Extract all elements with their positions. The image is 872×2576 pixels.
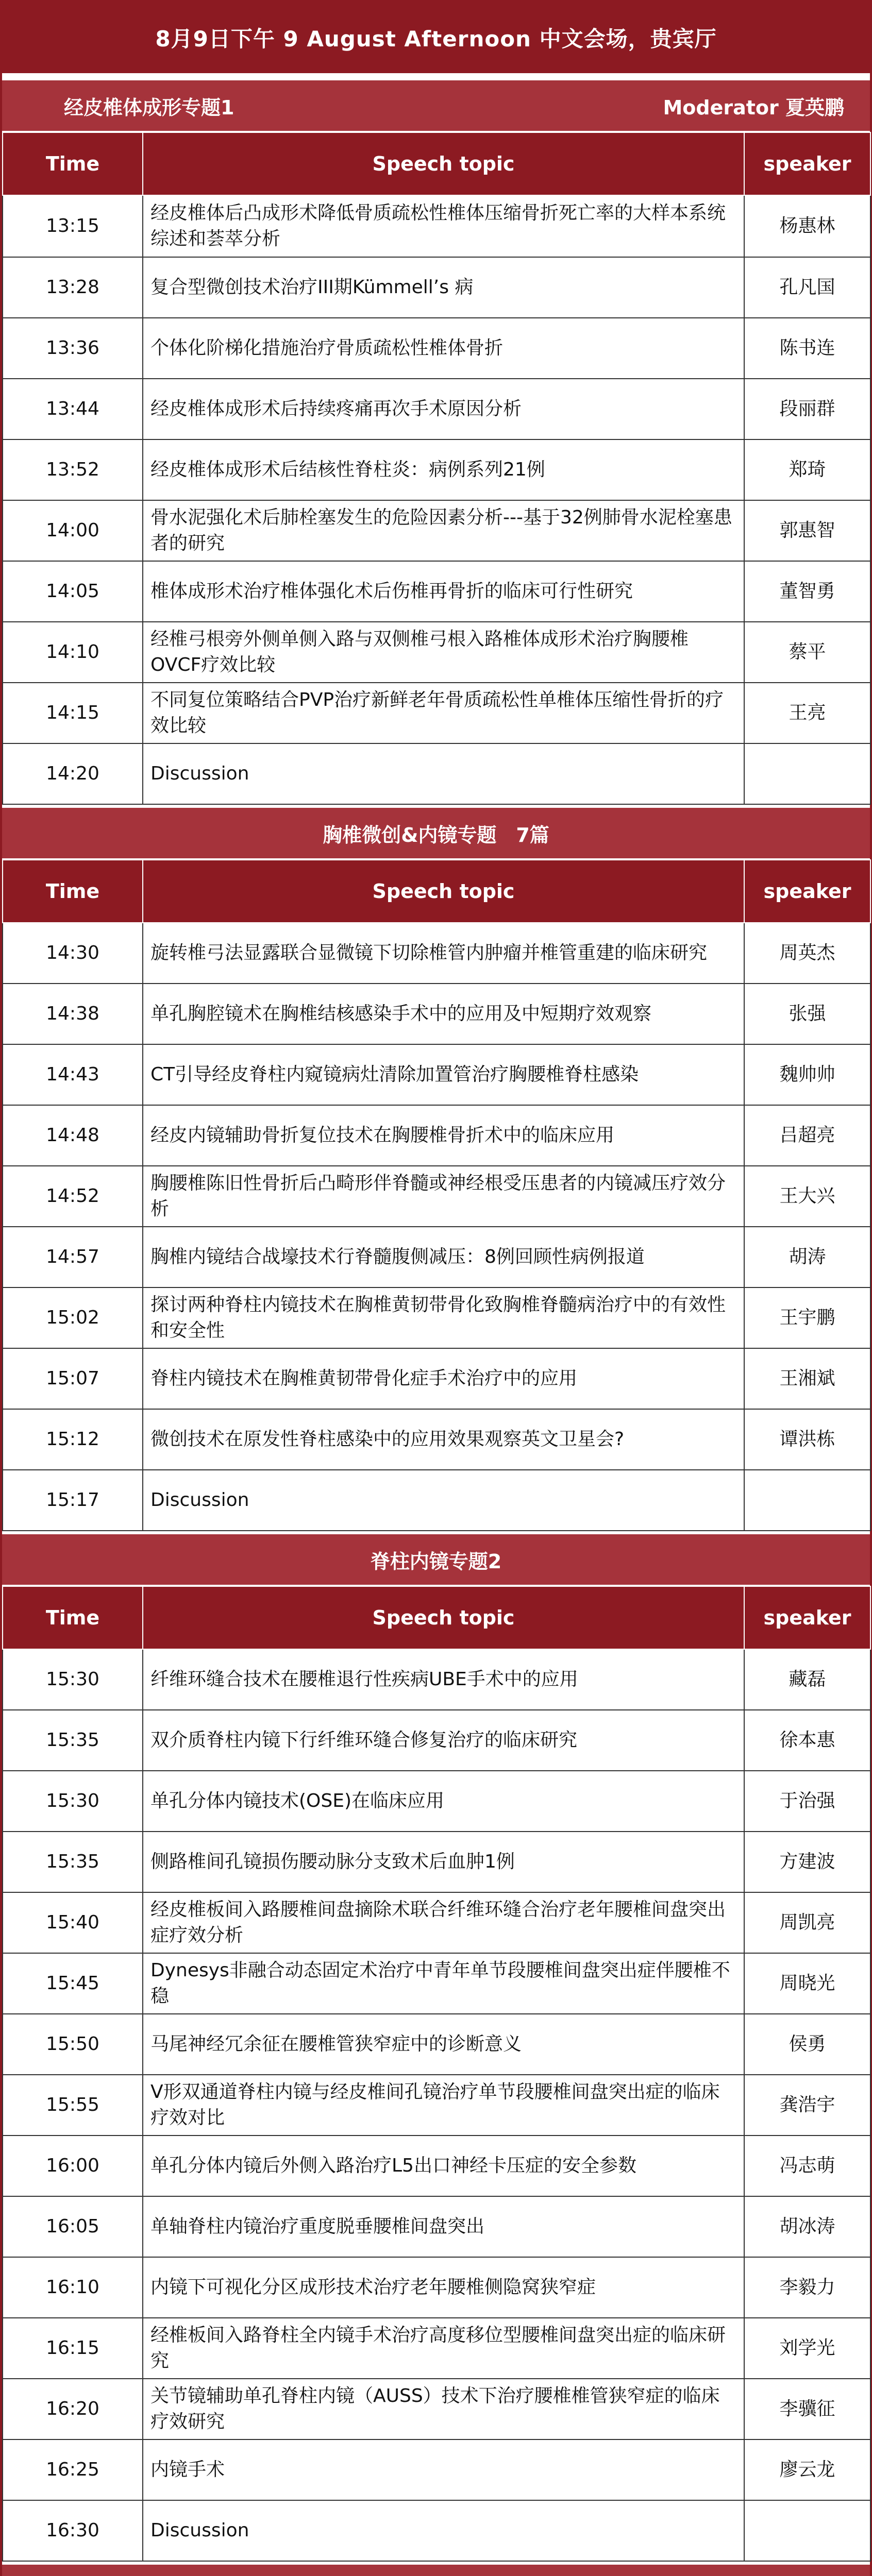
table-row [3,1287,870,1348]
time-cell: 14:10 [3,622,143,683]
speaker-cell: 周晓光 [744,1953,870,2014]
topic-cell: 椎体成形术治疗椎体强化术后伤椎再骨折的临床可行性研究 [143,561,744,622]
table-row [3,1348,870,1409]
column-header-topic: Speech topic [143,1586,744,1649]
speaker-cell: 王亮 [744,683,870,743]
time-cell: 15:45 [3,1953,143,2014]
time-cell: 15:02 [3,1287,143,1348]
sections-container [2,80,870,2576]
time-cell: 13:44 [3,379,143,439]
schedule-table [2,132,871,805]
column-header-speaker: speaker [744,860,870,923]
speaker-cell: 蔡平 [744,622,870,683]
topic-cell: 胸椎内镜结合战壕技术行脊髓腹侧减压：8例回顾性病例报道 [143,1227,744,1287]
table-header-row [3,1586,870,1649]
table-row [3,683,870,743]
table-row [3,1953,870,2014]
topic-cell: 侧路椎间孔镜损伤腰动脉分支致术后血肿1例 [143,1832,744,1892]
topic-cell: 单孔分体内镜技术(OSE)在临床应用 [143,1771,744,1832]
page-title: 8月9日下午 9 August Afternoon 中文会场，贵宾厅 [2,2,870,73]
speaker-cell: 周凯亮 [744,1892,870,1953]
speaker-cell: 胡冰涛 [744,2196,870,2257]
speaker-cell: 刘学光 [744,2318,870,2379]
column-header-topic: Speech topic [143,132,744,195]
topic-cell: 单轴脊柱内镜治疗重度脱垂腰椎间盘突出 [143,2196,744,2257]
time-cell: 16:30 [3,2500,143,2561]
section-title: 胸椎微创&内镜专题 7篇 [323,823,549,846]
speaker-cell: 徐本惠 [744,1710,870,1771]
column-header-speaker: speaker [744,1586,870,1649]
table-row [3,2014,870,2075]
speaker-cell: 于治强 [744,1771,870,1832]
section-header [2,1534,870,1586]
speaker-cell: 方建波 [744,1832,870,1892]
session-section [2,1534,870,2565]
table-row [3,2379,870,2439]
schedule-table [2,859,871,1531]
table-row [3,1227,870,1287]
section-header [2,80,870,132]
speaker-cell: 李毅力 [744,2257,870,2318]
table-row [3,439,870,500]
section-title: 脊柱内镜专题2 [370,1550,502,1573]
time-cell: 16:10 [3,2257,143,2318]
time-cell: 13:36 [3,318,143,379]
time-cell: 14:48 [3,1105,143,1166]
speaker-cell: 董智勇 [744,561,870,622]
session-section [2,80,870,808]
table-row [3,984,870,1044]
speaker-cell: 王宇鹏 [744,1287,870,1348]
topic-cell: 内镜手术 [143,2439,744,2500]
topic-cell: 双介质脊柱内镜下行纤维环缝合修复治疗的临床研究 [143,1710,744,1771]
spacer [2,73,870,80]
column-header-time: Time [3,860,143,923]
topic-cell: CT引导经皮脊柱内窥镜病灶清除加置管治疗胸腰椎脊柱感染 [143,1044,744,1105]
table-row [3,257,870,318]
column-header-time: Time [3,132,143,195]
time-cell: 15:35 [3,1832,143,1892]
table-row [3,2075,870,2136]
speaker-cell [744,743,870,804]
topic-cell: 经皮椎体成形术后持续疼痛再次手术原因分析 [143,379,744,439]
table-row [3,1832,870,1892]
speaker-cell [744,1470,870,1531]
session-section [2,2565,870,2576]
time-cell: 16:25 [3,2439,143,2500]
speaker-cell: 胡涛 [744,1227,870,1287]
session-section [2,808,870,1534]
section-moderator: Moderator 夏英鹏 [663,96,844,119]
speaker-cell: 李骥征 [744,2379,870,2439]
time-cell: 14:38 [3,984,143,1044]
time-cell: 15:55 [3,2075,143,2136]
table-row [3,195,870,257]
section-header [2,808,870,859]
time-cell: 15:50 [3,2014,143,2075]
column-header-time: Time [3,1586,143,1649]
time-cell: 15:17 [3,1470,143,1531]
speaker-cell: 杨惠林 [744,195,870,257]
table-row [3,2136,870,2196]
time-cell: 15:12 [3,1409,143,1470]
table-row [3,2196,870,2257]
topic-cell: 不同复位策略结合PVP治疗新鲜老年骨质疏松性单椎体压缩性骨折的疗效比较 [143,683,744,743]
time-cell: 16:20 [3,2379,143,2439]
topic-cell: 经皮椎体后凸成形术降低骨质疏松性椎体压缩骨折死亡率的大样本系统综述和荟萃分析 [143,195,744,257]
topic-cell: 微创技术在原发性脊柱感染中的应用效果观察英文卫星会? [143,1409,744,1470]
topic-cell: 单孔分体内镜后外侧入路治疗L5出口神经卡压症的安全参数 [143,2136,744,2196]
speaker-cell: 魏帅帅 [744,1044,870,1105]
time-cell: 14:52 [3,1166,143,1227]
topic-cell: 经椎板间入路脊柱全内镜手术治疗高度移位型腰椎间盘突出症的临床研究 [143,2318,744,2379]
topic-cell: 经皮椎板间入路腰椎间盘摘除术联合纤维环缝合治疗老年腰椎间盘突出症疗效分析 [143,1892,744,1953]
table-row [3,500,870,561]
time-cell: 15:40 [3,1892,143,1953]
schedule-table [2,1586,871,2562]
time-cell: 13:52 [3,439,143,500]
topic-cell: V形双通道脊柱内镜与经皮椎间孔镜治疗单节段腰椎间盘突出症的临床疗效对比 [143,2075,744,2136]
table-row [3,2439,870,2500]
topic-cell: 单孔胸腔镜术在胸椎结核感染手术中的应用及中短期疗效观察 [143,984,744,1044]
topic-cell: 经皮内镜辅助骨折复位技术在胸腰椎骨折术中的临床应用 [143,1105,744,1166]
table-header-row [3,132,870,195]
table-row [3,2257,870,2318]
topic-cell: 经椎弓根旁外侧单侧入路与双侧椎弓根入路椎体成形术治疗胸腰椎OVCF疗效比较 [143,622,744,683]
table-row [3,1409,870,1470]
speaker-cell: 吕超亮 [744,1105,870,1166]
topic-cell: 复合型微创技术治疗III期Kümmell’s 病 [143,257,744,318]
table-row [3,318,870,379]
table-row [3,743,870,804]
topic-cell: Discussion [143,1470,744,1531]
time-cell: 16:15 [3,2318,143,2379]
table-row [3,923,870,984]
speaker-cell: 段丽群 [744,379,870,439]
table-header-row [3,860,870,923]
speaker-cell: 谭洪栋 [744,1409,870,1470]
topic-cell: 关节镜辅助单孔脊柱内镜（AUSS）技术下治疗腰椎椎管狭窄症的临床疗效研究 [143,2379,744,2439]
topic-cell: 个体化阶梯化措施治疗骨质疏松性椎体骨折 [143,318,744,379]
time-cell: 15:35 [3,1710,143,1771]
time-cell: 15:07 [3,1348,143,1409]
table-row [3,1771,870,1832]
speaker-cell: 侯勇 [744,2014,870,2075]
speaker-cell: 王大兴 [744,1166,870,1227]
topic-cell: 纤维环缝合技术在腰椎退行性疾病UBE手术中的应用 [143,1649,744,1710]
topic-cell: 探讨两种脊柱内镜技术在胸椎黄韧带骨化致胸椎脊髓病治疗中的有效性和安全性 [143,1287,744,1348]
table-row [3,2318,870,2379]
time-cell: 14:05 [3,561,143,622]
topic-cell: 内镜下可视化分区成形技术治疗老年腰椎侧隐窝狭窄症 [143,2257,744,2318]
time-cell: 13:28 [3,257,143,318]
speaker-cell: 郭惠智 [744,500,870,561]
topic-cell: Dynesys非融合动态固定术治疗中青年单节段腰椎间盘突出症伴腰椎不稳 [143,1953,744,2014]
topic-cell: 胸腰椎陈旧性骨折后凸畸形伴脊髓或神经根受压患者的内镜减压疗效分析 [143,1166,744,1227]
time-cell: 14:43 [3,1044,143,1105]
speaker-cell: 龚浩宇 [744,2075,870,2136]
speaker-cell: 张强 [744,984,870,1044]
topic-cell: Discussion [143,743,744,804]
table-row [3,1892,870,1953]
table-row [3,379,870,439]
time-cell: 16:05 [3,2196,143,2257]
time-cell: 15:30 [3,1771,143,1832]
time-cell: 14:00 [3,500,143,561]
time-cell: 15:30 [3,1649,143,1710]
time-cell: 16:00 [3,2136,143,2196]
speaker-cell: 郑琦 [744,439,870,500]
speaker-cell: 周英杰 [744,923,870,984]
section-header [2,2565,870,2576]
time-cell: 14:15 [3,683,143,743]
table-row [3,1649,870,1710]
time-cell: 14:20 [3,743,143,804]
time-cell: 14:30 [3,923,143,984]
table-row [3,2500,870,2561]
speaker-cell: 藏磊 [744,1649,870,1710]
topic-cell: 脊柱内镜技术在胸椎黄韧带骨化症手术治疗中的应用 [143,1348,744,1409]
table-row [3,1710,870,1771]
table-row [3,1044,870,1105]
table-row [3,1105,870,1166]
speaker-cell: 孔凡国 [744,257,870,318]
topic-cell: 旋转椎弓法显露联合显微镜下切除椎管内肿瘤并椎管重建的临床研究 [143,923,744,984]
column-header-topic: Speech topic [143,860,744,923]
topic-cell: 经皮椎体成形术后结核性脊柱炎：病例系列21例 [143,439,744,500]
time-cell: 14:57 [3,1227,143,1287]
speaker-cell: 王湘斌 [744,1348,870,1409]
topic-cell: 马尾神经冗余征在腰椎管狭窄症中的诊断意义 [143,2014,744,2075]
table-row [3,1470,870,1531]
topic-cell: 骨水泥强化术后肺栓塞发生的危险因素分析---基于32例肺骨水泥栓塞患者的研究 [143,500,744,561]
table-row [3,1166,870,1227]
topic-cell: Discussion [143,2500,744,2561]
speaker-cell: 冯志萌 [744,2136,870,2196]
column-header-speaker: speaker [744,132,870,195]
speaker-cell [744,2500,870,2561]
table-row [3,561,870,622]
speaker-cell: 廖云龙 [744,2439,870,2500]
table-row [3,622,870,683]
time-cell: 13:15 [3,195,143,257]
speaker-cell: 陈书连 [744,318,870,379]
section-title: 经皮椎体成形专题1 [64,96,234,119]
